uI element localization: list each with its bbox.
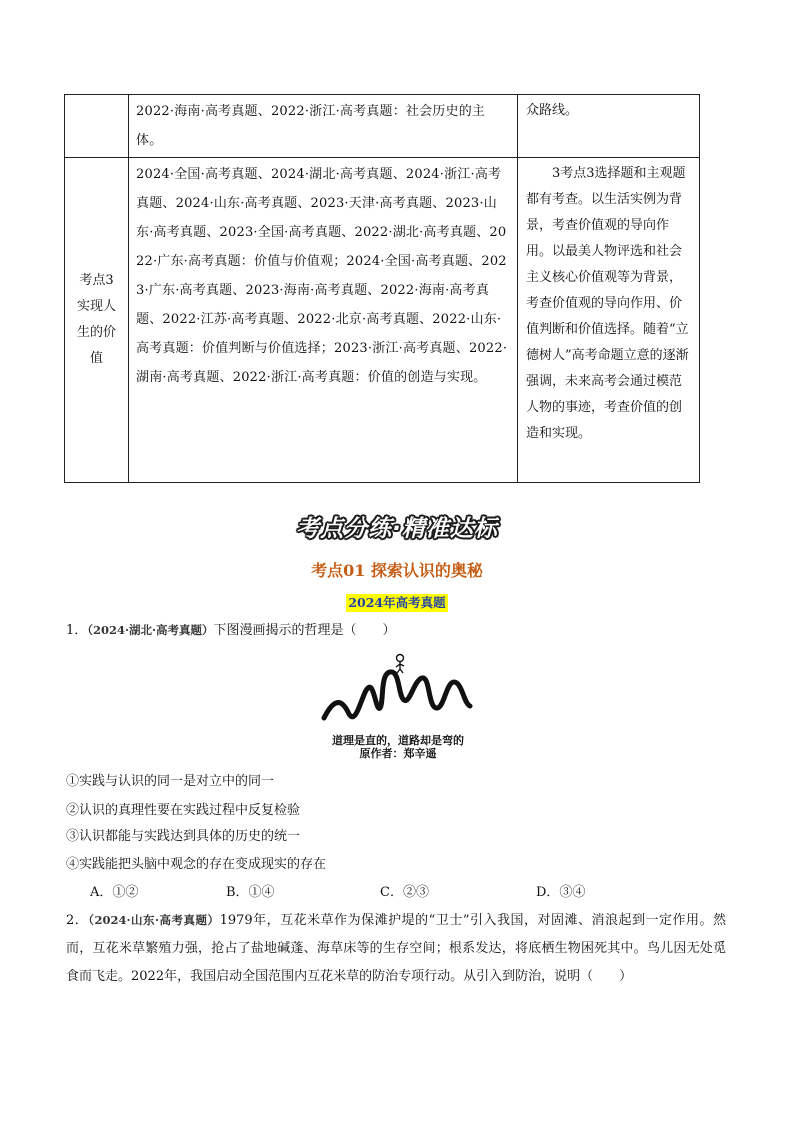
question-2 <box>66 906 726 991</box>
analysis-text: 众路线。 <box>526 103 579 118</box>
exam-overview-table <box>64 94 700 483</box>
cartoon-caption-1: 道理是直的，道路却是弯的 <box>332 734 464 747</box>
table-row <box>65 95 700 158</box>
year-tag-wrap <box>0 592 794 612</box>
exam-list-text: 2022·海南·高考真题、2022·浙江·高考真题：社会历史的主体。 <box>136 104 486 148</box>
question-source: （2024·湖北·高考真题） <box>87 623 214 637</box>
question-number: 2． <box>66 913 89 928</box>
exam-list-text: 2024·全国·高考真题、2024·湖北·高考真题、2024·浙江·高考真题、2024·山东·高考真题、2023·天津·高考真题、2023·山东·高考真题、2023·全国·高考真题、2022·湖北·高考真题、2022·广东·高考真题：价值与价值观；2024·全国·高考真题、2023·广东·高考真题、2023·海南·高考真题、2022·海南·高考真题、2022·江苏·高考真题、2022·北京·高考真题、2022·山东·高考真题：价值判断与价值选择；2023·浙江·高考真题、2022·湖南·高考真题、2022·浙江·高考真题：价值的创造与实现。 <box>136 167 508 385</box>
table-cell-point <box>65 158 129 483</box>
point-label: 考点3 实现人生的价值 <box>76 273 116 366</box>
walker-body <box>396 662 404 673</box>
analysis-body: 3考点3选择题和主观题都有考查。以生活实例为背景，考查价值观的导向作用。以最美人物评选和社会主义核心价值观等为背景，考查价值观的导向作用、价值判断和价值选择。随着“立德树人”高考命题立意的逐渐强调，未来高考会通过模范人物的事迹，考查价值的创造和实现。 <box>526 166 689 441</box>
cartoon-figure <box>318 652 478 762</box>
section-banner: 考点分练·精准达标 <box>296 516 498 542</box>
year-tag: 2024年高考真题 <box>348 595 446 610</box>
choice-b[interactable]: B．①④ <box>226 885 275 900</box>
cartoon-caption-2: 原作者：郑辛遥 <box>359 747 437 760</box>
statement-1: ①实践与认识的同一是对立中的同一 <box>66 774 275 789</box>
table-cell-exam <box>129 95 518 158</box>
choice-c[interactable]: C．②③ <box>380 885 429 900</box>
question-1-stem <box>66 620 396 641</box>
table-cell-analysis <box>518 95 700 158</box>
question-text: 1979年，互花米草作为保滩护堤的“卫士”引入我国，对固滩、消浪起到一定作用。然而，互花米草繁殖力强，抢占了盐地碱蓬、海草床等的生存空间；根系发达，将底栖生物困死其中。鸟儿因无处觅食而飞走。2022年，我国启动全国范围内互花米草的防治专项行动。从引入到防治，说明（ ） <box>66 913 726 984</box>
point-heading: 考点01 探索认识的奥秘 <box>311 561 483 580</box>
table-cell-exam <box>129 158 518 483</box>
table-cell-analysis <box>518 158 700 483</box>
statement-3: ③认识都能与实践达到具体的历史的统一 <box>66 829 301 844</box>
question-source: （2024·山东·高考真题） <box>88 913 220 927</box>
table-cell-point <box>65 95 129 158</box>
choice-a[interactable]: A．①② <box>90 885 139 900</box>
walker-head <box>397 655 404 662</box>
question-number: 1． <box>66 623 88 638</box>
table-row <box>65 158 700 483</box>
analysis-text <box>518 158 699 447</box>
question-text: 下图漫画揭示的哲理是（ ） <box>213 623 396 638</box>
winding-road-line <box>324 672 470 718</box>
winding-road-illustration <box>318 652 478 734</box>
statement-4: ④实践能把头脑中观念的存在变成现实的存在 <box>66 857 327 872</box>
statement-2: ②认识的真理性要在实践过程中反复检验 <box>66 803 301 818</box>
choice-d[interactable]: D．③④ <box>536 885 586 900</box>
